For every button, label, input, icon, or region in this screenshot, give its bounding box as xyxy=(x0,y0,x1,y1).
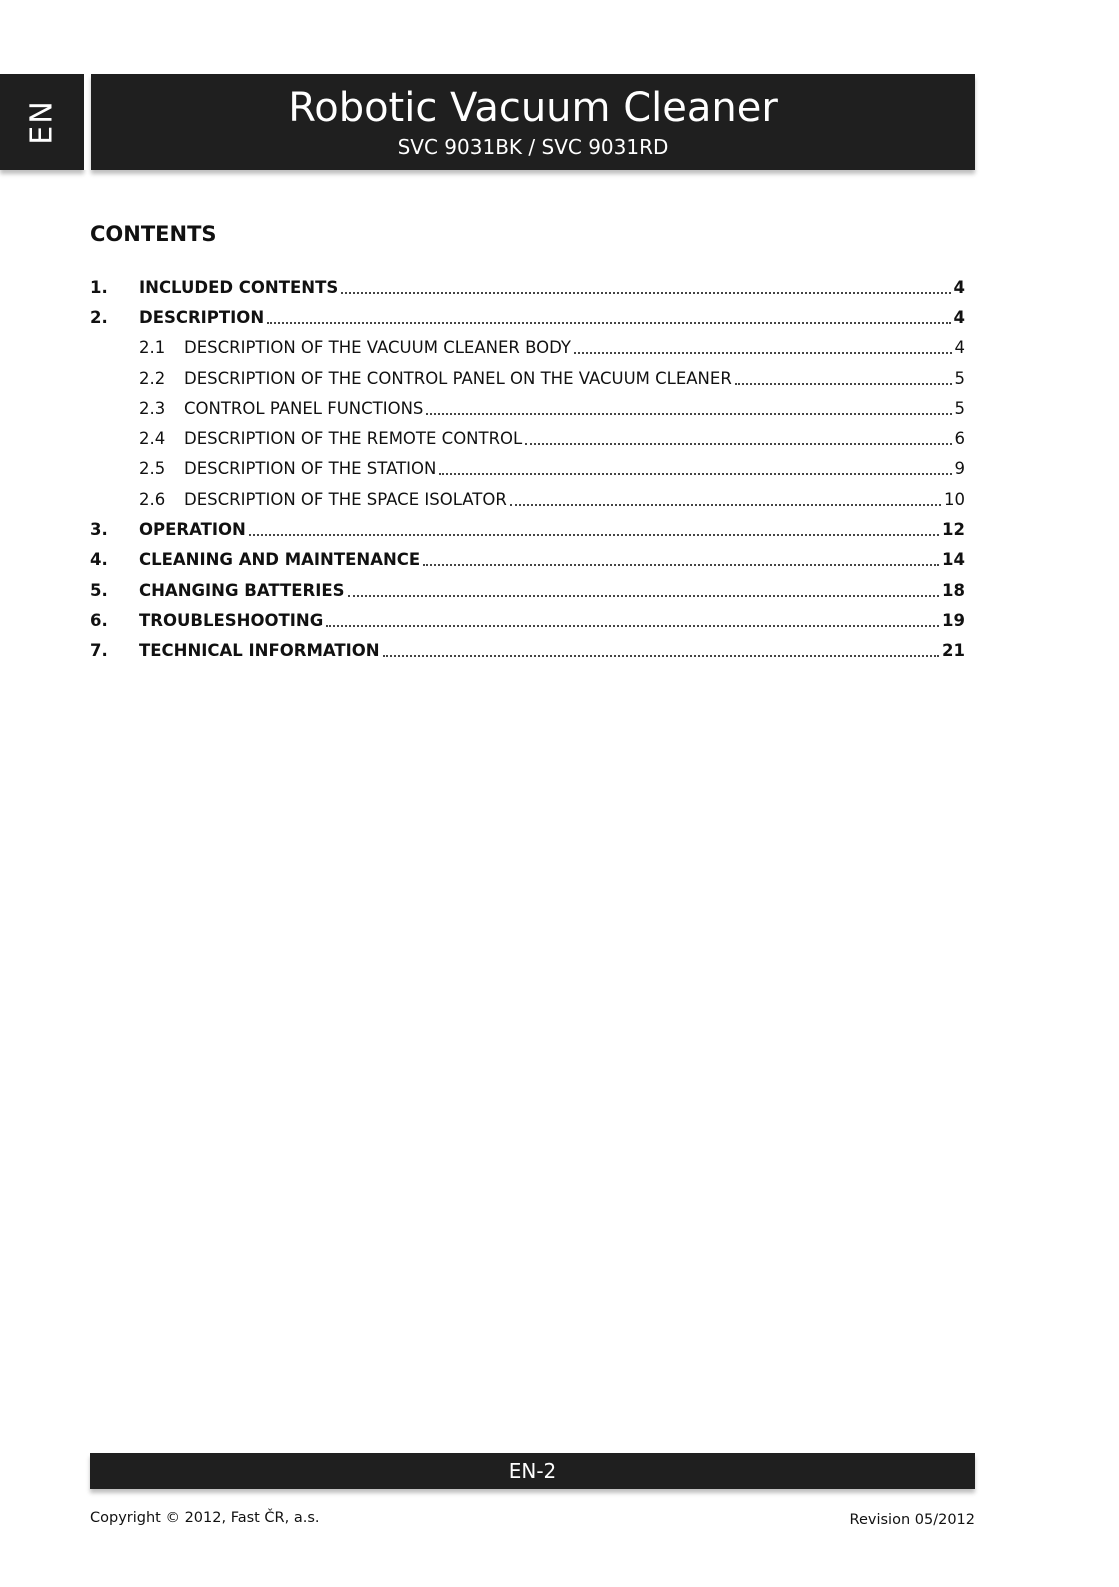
toc-entry-number: 6. xyxy=(90,610,108,630)
toc-entry-page: 14 xyxy=(942,550,965,570)
toc-entry[interactable] xyxy=(90,393,965,423)
dot-leader xyxy=(341,291,950,294)
toc-entry-number: 2.2 xyxy=(139,368,166,388)
toc-entry-title: DESCRIPTION xyxy=(139,307,265,327)
toc-entry-title: OPERATION xyxy=(139,520,246,540)
toc-entry-title: DESCRIPTION OF THE CONTROL PANEL ON THE VACUUM CLEANER xyxy=(184,368,732,388)
toc-entry-title: CONTROL PANEL FUNCTIONS xyxy=(184,398,424,418)
toc-entry[interactable] xyxy=(90,605,965,635)
toc-entry-page: 10 xyxy=(944,489,965,509)
toc-entry-number: 4. xyxy=(90,550,108,570)
dot-leader xyxy=(267,321,950,324)
toc-entry-title: DESCRIPTION OF THE REMOTE CONTROL xyxy=(184,429,523,449)
page-number: EN-2 xyxy=(508,1459,557,1483)
toc-entry-title: TECHNICAL INFORMATION xyxy=(139,641,380,661)
model-numbers: SVC 9031BK / SVC 9031RD xyxy=(397,135,669,159)
contents-heading: CONTENTS xyxy=(90,222,217,246)
document-title: Robotic Vacuum Cleaner xyxy=(288,85,778,131)
toc-entry-page: 12 xyxy=(942,520,965,540)
toc-entry[interactable] xyxy=(90,363,965,393)
table-of-contents xyxy=(90,272,965,666)
toc-entry[interactable] xyxy=(90,545,965,575)
toc-entry-number: 1. xyxy=(90,277,108,297)
toc-entry-number: 5. xyxy=(90,580,108,600)
toc-entry-page: 4 xyxy=(954,338,965,358)
revision-notice: Revision 05/2012 xyxy=(849,1512,975,1528)
dot-leader xyxy=(426,412,951,415)
toc-entry[interactable] xyxy=(90,302,965,332)
toc-entry-page: 9 xyxy=(954,459,965,479)
toc-entry-title: DESCRIPTION OF THE STATION xyxy=(184,459,437,479)
toc-entry-title: INCLUDED CONTENTS xyxy=(139,277,339,297)
toc-entry-page: 4 xyxy=(953,277,965,297)
toc-entry[interactable] xyxy=(90,454,965,484)
toc-entry-title: CHANGING BATTERIES xyxy=(139,580,345,600)
toc-entry-page: 4 xyxy=(953,307,965,327)
toc-entry-page: 5 xyxy=(954,368,965,388)
toc-entry[interactable] xyxy=(90,636,965,666)
copyright-notice: Copyright © 2012, Fast ČR, a.s. xyxy=(90,1510,320,1526)
dot-leader xyxy=(574,351,952,354)
dot-leader xyxy=(348,594,940,597)
toc-entry[interactable] xyxy=(90,272,965,302)
toc-entry[interactable] xyxy=(90,333,965,363)
toc-entry-page: 21 xyxy=(942,641,965,661)
toc-entry-number: 2. xyxy=(90,307,108,327)
toc-entry-title: CLEANING AND MAINTENANCE xyxy=(139,550,421,570)
toc-entry-number: 3. xyxy=(90,520,108,540)
toc-entry-number: 2.3 xyxy=(139,398,166,418)
page-number-bar xyxy=(90,1453,975,1489)
toc-entry-number: 2.6 xyxy=(139,489,166,509)
toc-entry-number: 2.4 xyxy=(139,429,166,449)
toc-entry-title: TROUBLESHOOTING xyxy=(139,610,324,630)
toc-entry[interactable] xyxy=(90,575,965,605)
toc-entry-page: 6 xyxy=(954,429,965,449)
dot-leader xyxy=(383,654,939,657)
toc-entry-number: 2.1 xyxy=(139,338,166,358)
toc-entry-number: 2.5 xyxy=(139,459,166,479)
toc-entry[interactable] xyxy=(90,484,965,514)
toc-entry-page: 5 xyxy=(954,398,965,418)
toc-entry-page: 19 xyxy=(942,610,965,630)
toc-entry-page: 18 xyxy=(942,580,965,600)
toc-entry-title: DESCRIPTION OF THE VACUUM CLEANER BODY xyxy=(184,338,571,358)
toc-entry[interactable] xyxy=(90,423,965,453)
dot-leader xyxy=(525,442,951,445)
dot-leader xyxy=(249,533,939,536)
dot-leader xyxy=(439,472,951,475)
toc-entry-number: 7. xyxy=(90,641,108,661)
dot-leader xyxy=(326,624,939,627)
dot-leader xyxy=(735,382,952,385)
title-bar xyxy=(91,74,975,170)
language-tab xyxy=(0,74,84,170)
header-separator xyxy=(84,74,91,170)
dot-leader xyxy=(423,563,939,566)
toc-entry-title: DESCRIPTION OF THE SPACE ISOLATOR xyxy=(184,489,507,509)
toc-entry[interactable] xyxy=(90,514,965,544)
language-label: EN xyxy=(24,99,60,145)
dot-leader xyxy=(510,503,941,506)
